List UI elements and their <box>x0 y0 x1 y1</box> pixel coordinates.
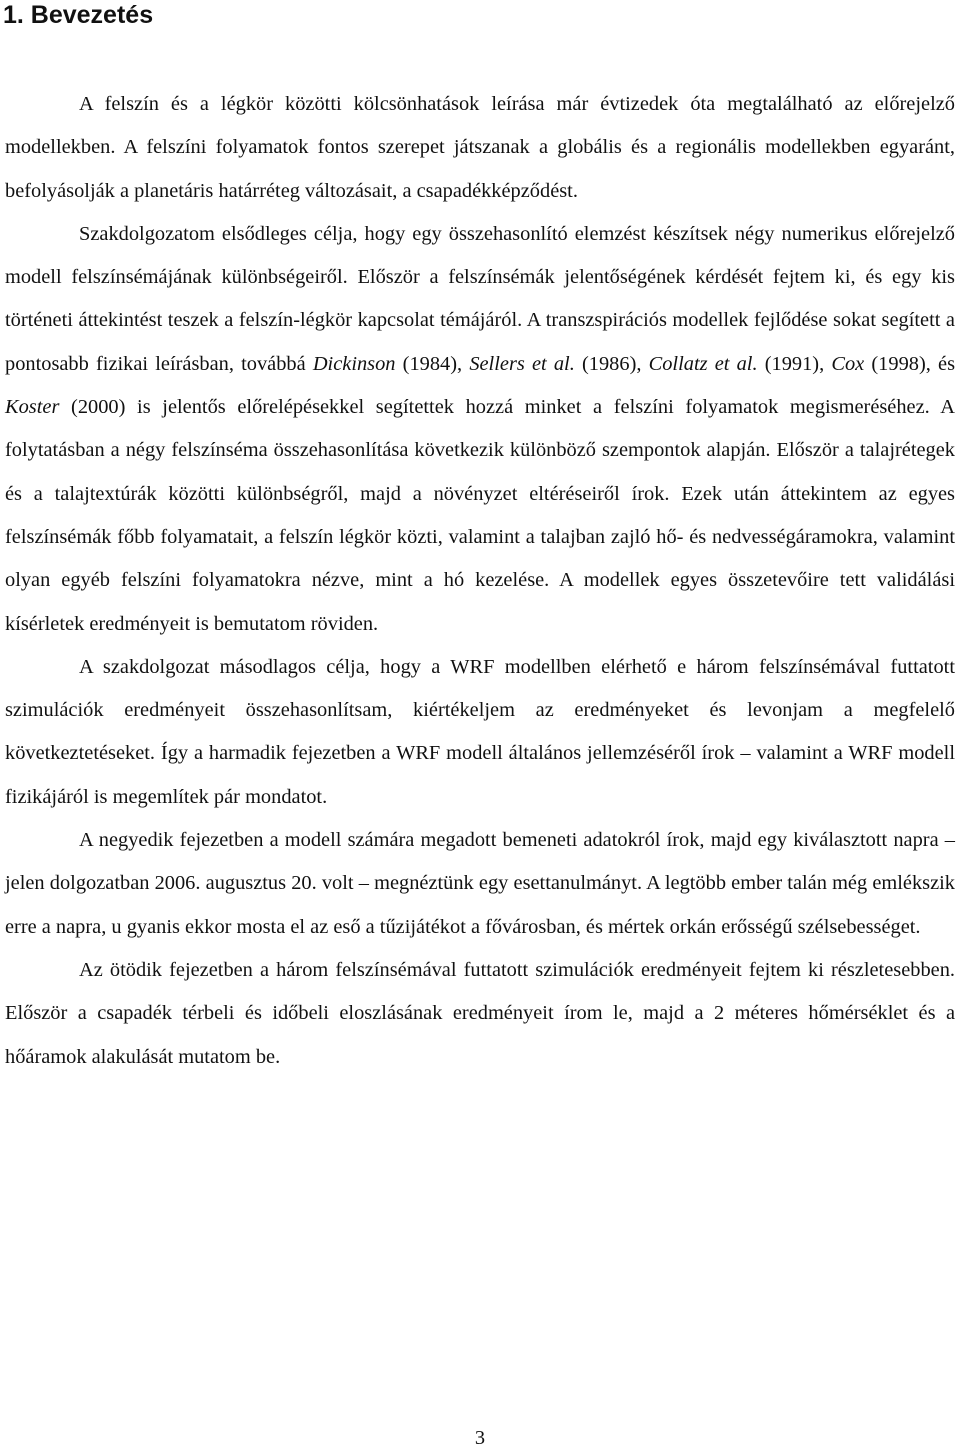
paragraph-3: A szakdolgozat másodlagos célja, hogy a WRF modellben elérhető e három felszínsémával futtatott szimulációk eredményeit összehasonlítsam, kiértékeljem az eredményeket és levonjam a megfelelő következtetéseket. Így a harmadik fejezetben a WRF modell általános jellemzéséről írok – valamint a WRF modell fizikájáról is megemlítek pár mondatot. <box>5 655 955 808</box>
page-number: 3 <box>474 1427 486 1449</box>
body-text <box>5 83 955 1079</box>
paragraph-4: A negyedik fejezetben a modell számára megadott bemeneti adatokról írok, majd egy kiválasztott napra – jelen dolgozatban 2006. augusztus 20. volt – megnéztünk egy esettanulmányt. A legtöbb ember talán még emlékszik erre a napra, u gyanis ekkor mosta el az eső a tűzijátékot a fővárosban, és mértek orkán erősségű szélsebességet. <box>5 829 955 938</box>
paragraph-1: A felszín és a légkör közötti kölcsönhatások leírása már évtizedek óta megtalálható az előrejelző modellekben. A felszíni folyamatok fontos szerepet játszanak a globális és a regionális modellekben egyaránt, befolyásolják a planetáris határréteg változásait, a csapadékképződést. <box>5 93 955 202</box>
paragraph-2: Szakdolgozatom elsődleges célja, hogy egy összehasonlító elemzést készítsek négy numerikus előrejelző modell felszínsémájának különbségeiről. Először a felszínsémák jelentőségének kérdését fejtem ki, és egy kis történeti áttekintést teszek a felszín-légkör kapcsolat témájáról. A transzspirációs modellek fejlődése sokat segített a pontosabb fizikai leírásban, továbbá Dickinson (1984), Sellers et al. (1986), Collatz et al. (1991), Cox (1998), és Koster (2000) is jelentős előrelépésekkel segítettek hozzá minket a felszíni folyamatok megismeréséhez. A folytatásban a négy felszínséma összehasonlítása következik különböző szempontok alapján. Először a talajrétegek és a talajtextúrák közötti különbségről, majd a növényzet eltéréseiről írok. Ezek után áttekintem az egyes felszínsémák főbb folyamatait, a felszín légkör közti, valamint a talajban zajló hő- és nedvességáramokra, valamint olyan egyéb felszíni folyamatokra nézve, mint a hó kezelése. A modellek egyes összetevőire tett validálási kísérletek eredményeit is bemutatom röviden. <box>5 222 955 635</box>
section-heading: 1. Bevezetés <box>3 1 154 29</box>
paragraph-5: Az ötödik fejezetben a három felszínsémával futtatott szimulációk eredményeit fejtem ki részletesebben. Először a csapadék térbeli és időbeli eloszlásának eredményeit írom le, majd a 2 méteres hőmérséklet és a hőáramok alakulását mutatom be. <box>5 958 955 1068</box>
